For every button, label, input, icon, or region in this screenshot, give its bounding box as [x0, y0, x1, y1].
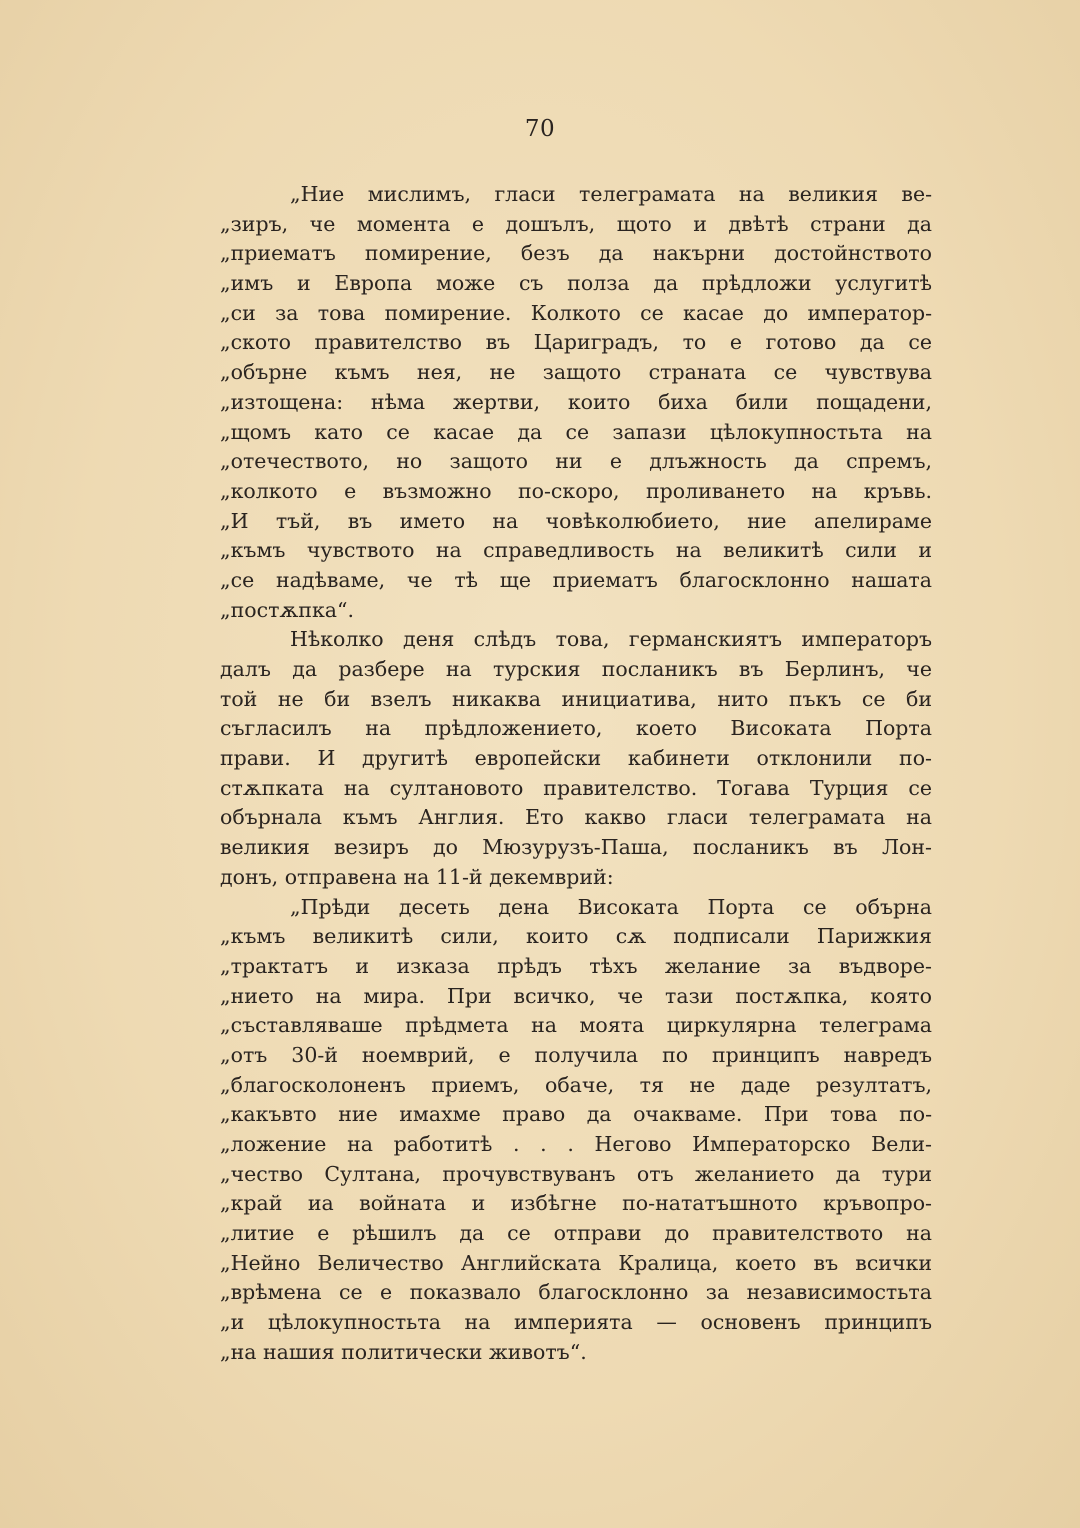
- text-line: „колкото е възможно по-скоро, проливането на кръвь.: [220, 478, 932, 503]
- text-line: „обърне къмъ нея, не защото страната се чувствува: [220, 360, 932, 385]
- text-line: „литие е рѣшилъ да се отправи до правителството на: [220, 1221, 932, 1246]
- text-line: той не би взелъ никаква инициатива, нито пъкъ се би: [220, 686, 932, 711]
- text-line: „Нейно Величество Английската Кралица, което въ всички: [220, 1250, 932, 1275]
- text-line: „отъ 30-й ноемврий, е получила по принципъ навредъ: [220, 1042, 932, 1067]
- text-line: „врѣмена се е показвало благосклонно за независимостьта: [220, 1280, 932, 1305]
- text-line: далъ да разбере на турския посланикъ въ Берлинъ, че: [220, 657, 932, 681]
- paragraph-telegram-quote: [220, 180, 932, 625]
- text-line: „и цѣлокупностьта на империята — основенъ принципъ: [220, 1310, 932, 1335]
- text-line: „отечеството, но защото ни е длъжность да спремъ,: [220, 449, 932, 474]
- text-line: обърнала къмъ Англия. Ето какво гласи телеграмата на: [220, 805, 932, 830]
- text-line: прави. И другитѣ европейски кабинети отклонили по-: [220, 746, 932, 771]
- text-line: „Прѣди десеть дена Високата Порта се обърна: [290, 894, 932, 919]
- text-line: „изтощена: нѣма жертви, които биха били пощадени,: [220, 389, 932, 414]
- text-line: „какъвто ние имахме право да очакваме. При това по-: [220, 1102, 932, 1127]
- text-line: „край иа войната и избѣгне по-нататъшното кръвопро-: [220, 1191, 932, 1216]
- text-line: „зиръ, че момента е дошълъ, щото и двѣтѣ страни да: [220, 211, 932, 236]
- text-line: „се надѣваме, че тѣ ще приематъ благосклонно нашата: [220, 567, 932, 592]
- text-line: „Ние мислимъ, гласи телеграмата на великия ве-: [290, 182, 932, 206]
- text-line: съгласилъ на прѣдложението, което Високата Порта: [220, 716, 932, 741]
- text-line: „ложение на работитѣ . . . Негово Императорско Вели-: [220, 1132, 932, 1156]
- text-line: стѫпката на султановото правителство. Тогава Турция се: [220, 775, 932, 800]
- body-text: [220, 180, 932, 1368]
- text-line: „имъ и Европа може съ полза да прѣдложи услугитѣ: [220, 271, 932, 296]
- text-line: „приематъ помирение, безъ да накърни достойнството: [220, 241, 932, 266]
- text-line: „къмъ чувството на справедливость на великитѣ сили и: [220, 538, 932, 563]
- text-line: „нието на мира. При всичко, че тази постѫпка, която: [220, 983, 932, 1008]
- text-line: „си за това помирение. Колкото се касае до император-: [220, 300, 932, 325]
- text-line: „благосколоненъ приемъ, обаче, тя не даде резултатъ,: [220, 1072, 932, 1097]
- text-line: „на нашия политически животъ“.: [220, 1339, 587, 1364]
- text-line: „постѫпка“.: [220, 597, 355, 622]
- text-line: „ското правителство въ Цариградъ, то е готово да се: [220, 330, 932, 355]
- text-line: Нѣколко деня слѣдъ това, германскиятъ императоръ: [290, 627, 932, 652]
- text-line: „къмъ великитѣ сили, които сѫ подписали Парижкия: [220, 924, 932, 949]
- paragraph-narrative: [220, 625, 932, 892]
- text-line: „И тъй, въ името на човѣколюбието, ние апелираме: [220, 508, 932, 533]
- text-line: „щомъ като се касае да се запази цѣлокупностьта на: [220, 419, 932, 444]
- text-line: великия везиръ до Мюзурузъ-Паша, посланикъ въ Лон-: [220, 835, 932, 860]
- text-line: донъ, отправена на 11-й декемврий:: [220, 864, 614, 889]
- text-line: „съставляваше прѣдмета на моята циркулярна телеграма: [220, 1013, 932, 1038]
- page-number: 70: [524, 116, 556, 142]
- text-line: „чество Султана, прочувствуванъ отъ желанието да тури: [220, 1161, 932, 1186]
- text-line: „трактатъ и изказа прѣдъ тѣхъ желание за въдворе-: [220, 953, 932, 978]
- paragraph-telegram-london: [220, 893, 932, 1368]
